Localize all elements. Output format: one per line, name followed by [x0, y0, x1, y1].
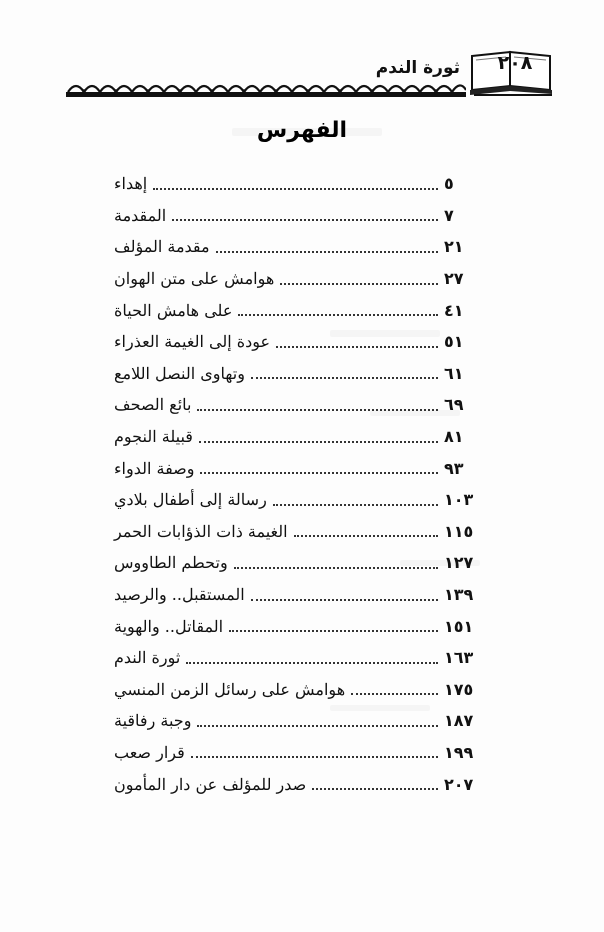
toc-entry — [114, 516, 490, 548]
toc-entry-page: ٢٠٧ — [444, 774, 474, 794]
leader-dots — [197, 725, 438, 727]
leader-dots — [312, 788, 438, 790]
toc-entry-label: صدر للمؤلف عن دار المأمون — [114, 774, 307, 794]
leader-dots — [216, 251, 438, 253]
toc-entry-page: ١٠٣ — [444, 490, 474, 510]
toc-entry — [114, 547, 490, 579]
leader-dots — [186, 662, 438, 664]
toc-entry-page: ٢٧ — [444, 269, 464, 289]
leader-dots — [251, 377, 438, 379]
toc-entry-page: ٩٣ — [444, 458, 464, 478]
toc-entry — [114, 579, 490, 611]
toc-entry-page: ٦٩ — [444, 395, 464, 415]
toc-title: الفهرس — [256, 118, 348, 143]
toc-entry-page: ١٣٩ — [444, 585, 474, 605]
toc-entry-page: ١١٥ — [444, 521, 474, 541]
toc-entry-label: هوامش على رسائل الزمن المنسي — [114, 679, 346, 699]
toc-entry-label: وصفة الدواء — [114, 458, 195, 478]
toc-entry — [114, 610, 490, 642]
leader-dots — [153, 188, 438, 190]
leader-dots — [229, 630, 438, 632]
toc-entry-page: ٨١ — [444, 427, 464, 447]
toc-entry-label: بائع الصحف — [114, 395, 192, 415]
toc-list — [114, 168, 490, 800]
toc-entry-page: ٧ — [444, 205, 454, 225]
toc-entry-label: إهداء — [114, 174, 148, 194]
running-title: ثورة الندم — [375, 58, 460, 78]
toc-entry — [114, 168, 490, 200]
toc-entry-page: ١٦٣ — [444, 648, 474, 668]
toc-entry-page: ١٥١ — [444, 616, 474, 636]
toc-entry-label: هوامش على متن الهوان — [114, 269, 275, 289]
toc-entry-label: رسالة إلى أطفال بلادي — [114, 490, 267, 510]
page-number: ٢٠٨ — [497, 52, 533, 74]
leader-dots — [276, 346, 438, 348]
leader-dots — [273, 504, 438, 506]
toc-entry-page: ٦١ — [444, 363, 464, 383]
toc-entry-label: قبيلة النجوم — [114, 427, 193, 447]
toc-entry-label: المقدمة — [114, 205, 167, 225]
leader-dots — [234, 567, 438, 569]
toc-entry-page: ٢١ — [444, 237, 464, 257]
leader-dots — [351, 693, 438, 695]
toc-entry — [114, 231, 490, 263]
toc-entry — [114, 642, 490, 674]
ornament-border — [66, 82, 466, 98]
toc-entry-label: المقاتل.. والهوية — [114, 616, 224, 636]
leader-dots — [197, 409, 438, 411]
toc-entry-label: المستقبل.. والرصيد — [114, 585, 245, 605]
leader-dots — [191, 756, 438, 758]
toc-entry-label: مقدمة المؤلف — [114, 237, 210, 257]
toc-entry-page: ١٧٥ — [444, 679, 474, 699]
toc-entry-page: ١٢٧ — [444, 553, 474, 573]
toc-entry — [114, 484, 490, 516]
toc-entry — [114, 294, 490, 326]
toc-entry-label: وتهاوى النصل اللامع — [114, 363, 245, 383]
leader-dots — [294, 535, 438, 537]
toc-entry-label: الغيمة ذات الذؤابات الحمر — [114, 521, 288, 541]
leader-dots — [280, 283, 438, 285]
toc-entry-label: وجبة رفاقية — [114, 711, 192, 731]
toc-entry — [114, 326, 490, 358]
toc-entry — [114, 200, 490, 232]
toc-entry-page: ٥١ — [444, 332, 464, 352]
toc-entry-label: عودة إلى الغيمة العذراء — [114, 332, 271, 352]
leader-dots — [200, 472, 438, 474]
toc-entry-label: ثورة الندم — [114, 648, 181, 668]
toc-entry-page: ٥ — [444, 174, 454, 194]
toc-entry-label: على هامش الحياة — [114, 300, 233, 320]
leader-dots — [238, 314, 438, 316]
toc-entry — [114, 452, 490, 484]
toc-entry-page: ١٨٧ — [444, 711, 474, 731]
toc-entry — [114, 389, 490, 421]
toc-entry — [114, 263, 490, 295]
toc-entry — [114, 737, 490, 769]
toc-entry — [114, 705, 490, 737]
toc-entry-page: ٤١ — [444, 300, 464, 320]
toc-entry-page: ١٩٩ — [444, 742, 474, 762]
toc-entry-label: قرار صعب — [114, 742, 185, 762]
toc-entry — [114, 674, 490, 706]
leader-dots — [172, 219, 438, 221]
toc-entry-label: وتحطم الطاووس — [114, 553, 228, 573]
leader-dots — [251, 599, 438, 601]
toc-entry — [114, 768, 490, 800]
toc-entry — [114, 358, 490, 390]
toc-entry — [114, 421, 490, 453]
leader-dots — [199, 441, 438, 443]
